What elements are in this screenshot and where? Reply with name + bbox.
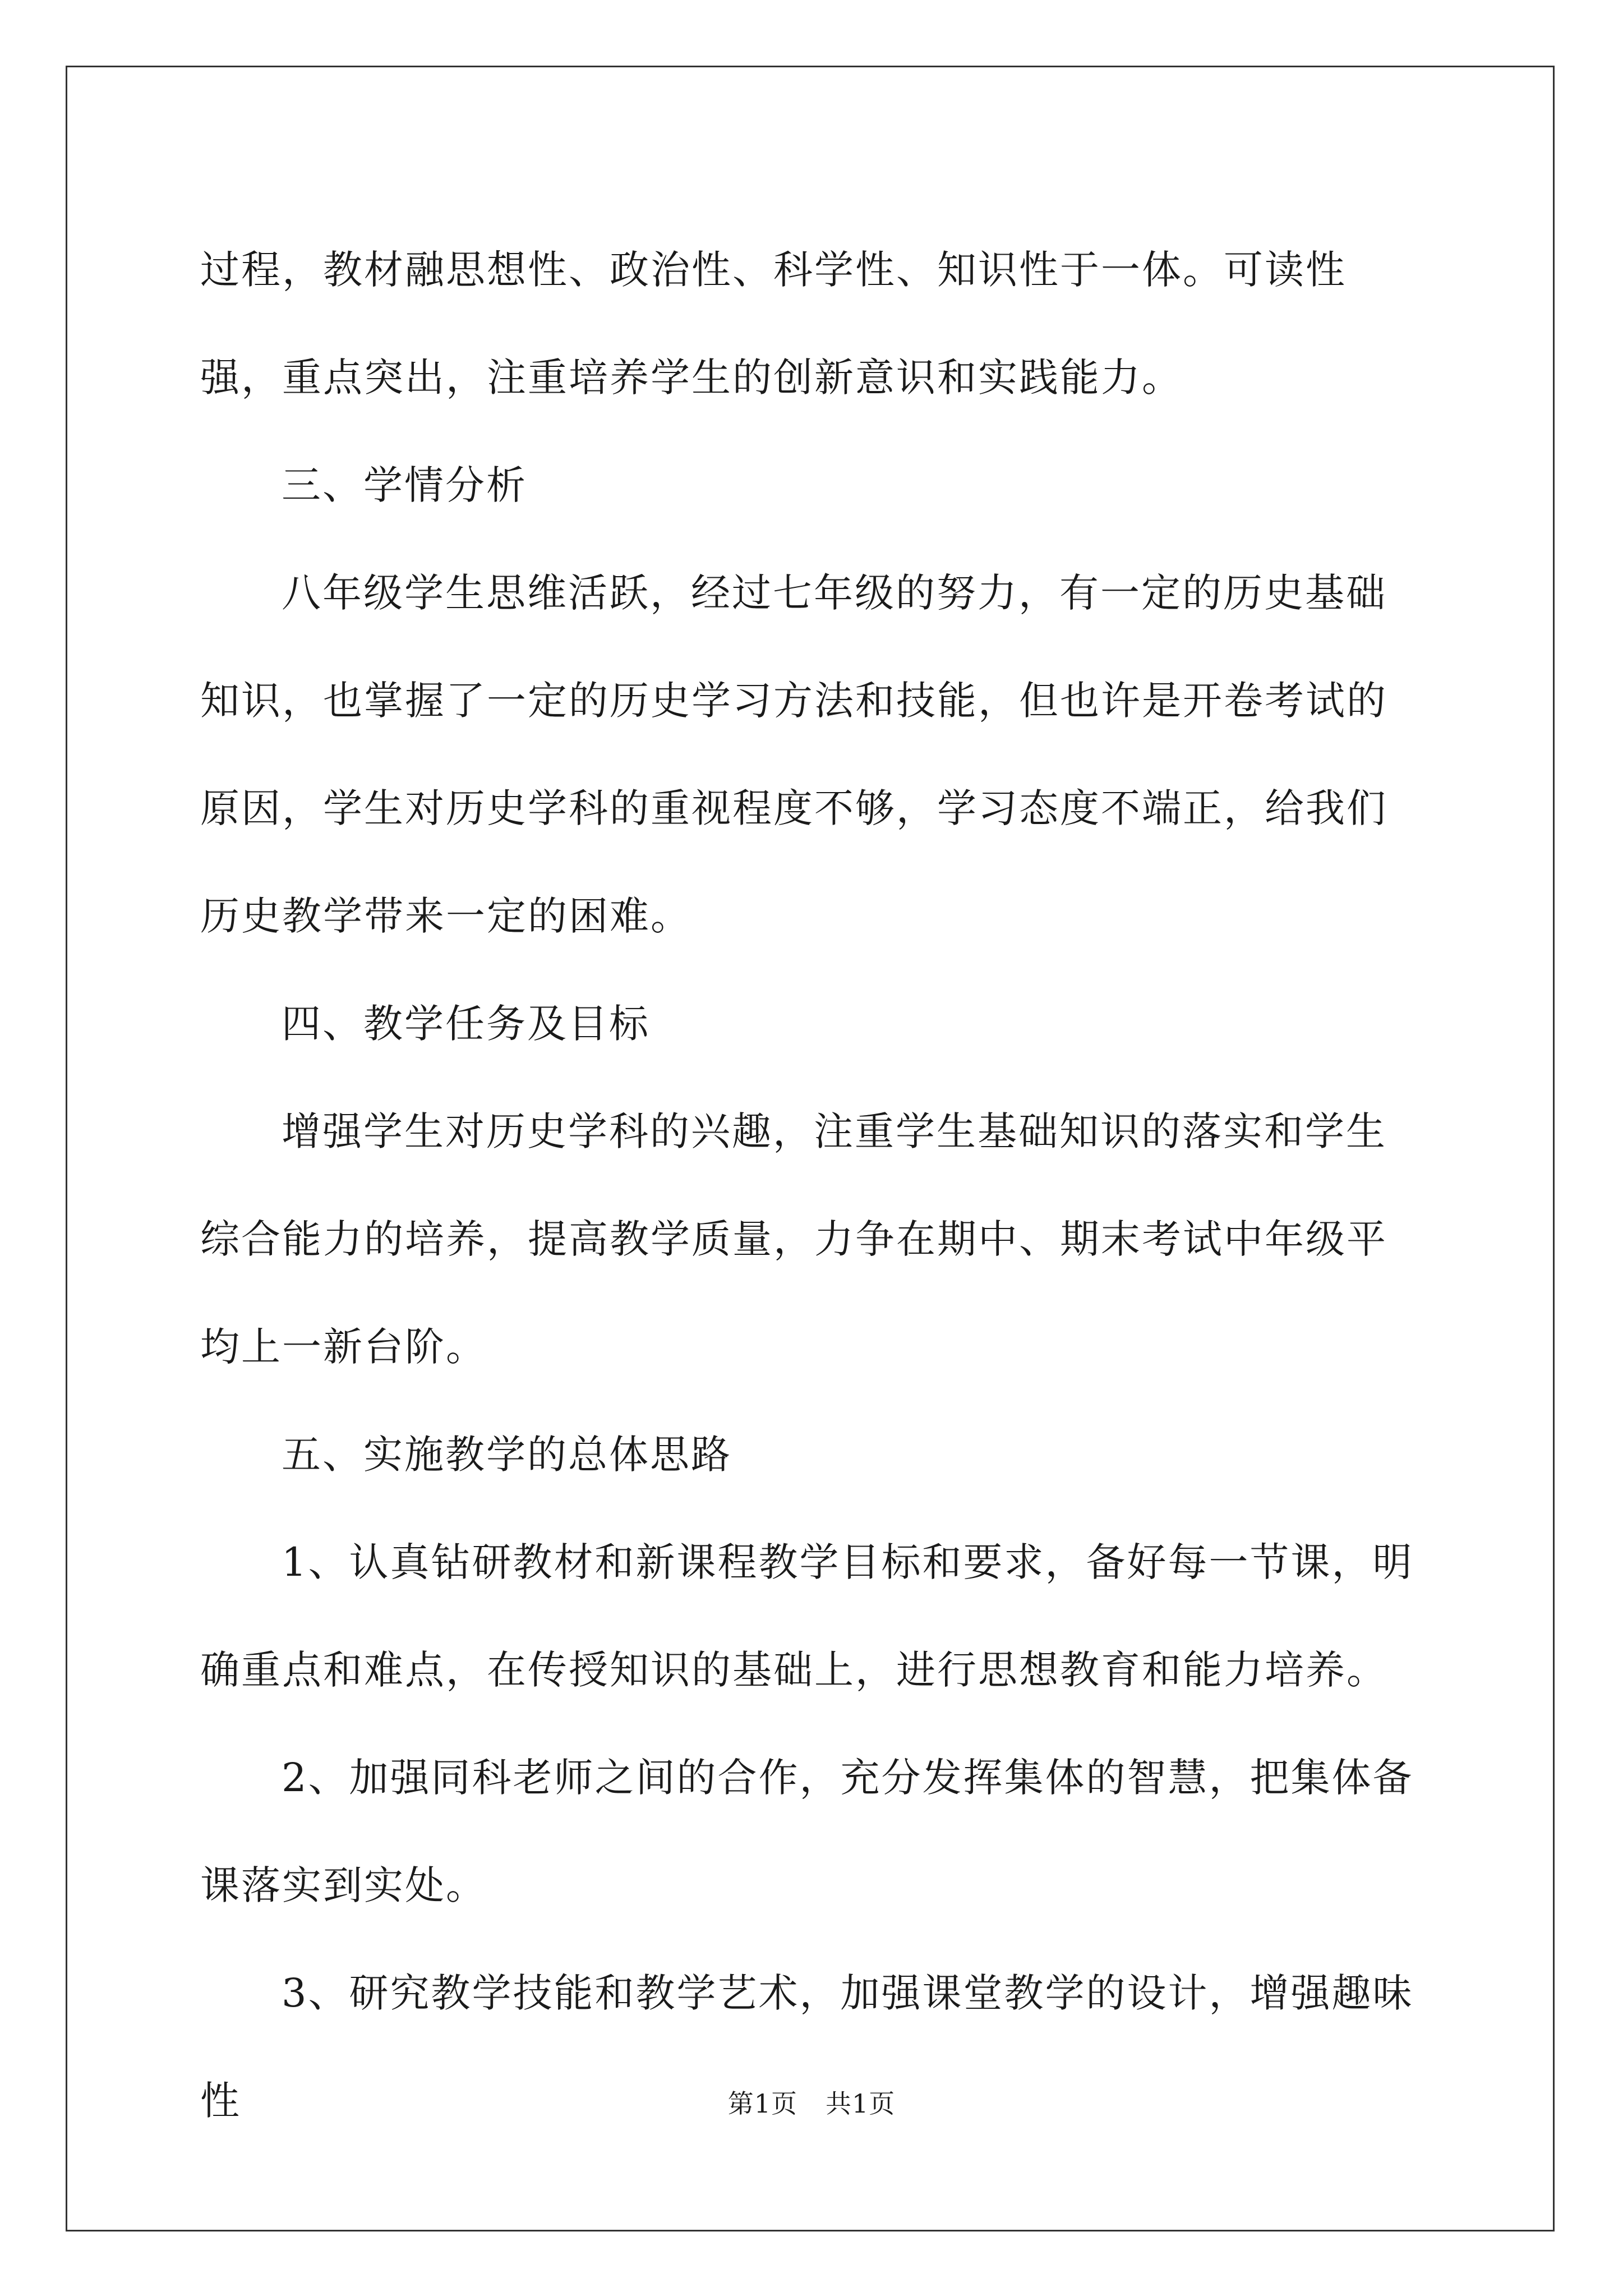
section-heading: 五、实施教学的总体思路 (282, 1432, 732, 1478)
paragraph: 八年级学生思维活跃，经过七年级的努力，有一定的历史基础知识，也掌握了一定的历史学习方法和技能，但也许是开卷考试的原因，学生对历史学科的重视程度不够，学习态度不端正，给我们历史教学带来一定的困难。 (200, 570, 1387, 939)
list-item: 2、加强同科老师之间的合作，充分发挥集体的智慧，把集体备课落实到实处。 (200, 1755, 1414, 1908)
page-footer (0, 2087, 1623, 2120)
paragraph: 过程，教材融思想性、政治性、科学性、知识性于一体。可读性强，重点突出，注重培养学生的创新意识和实践能力。 (200, 247, 1347, 401)
page-number: 第1页 (727, 2088, 797, 2119)
section-heading: 三、学情分析 (282, 462, 527, 508)
list-item: 3、研究教学技能和教学艺术，加强课堂教学的设计，增强趣味性 (200, 1970, 1414, 2124)
section-heading: 四、教学任务及目标 (282, 1001, 650, 1047)
list-item: 1、认真钻研教材和新课程教学目标和要求，备好每一节课，明确重点和难点，在传授知识的基础上，进行思想教育和能力培养。 (200, 1539, 1414, 1693)
paragraph: 增强学生对历史学科的兴趣，注重学生基础知识的落实和学生综合能力的培养，提高教学质量，力争在期中、期末考试中年级平均上一新台阶。 (200, 1108, 1387, 1370)
document-body (200, 216, 1423, 2155)
page-total: 共1页 (826, 2088, 896, 2119)
